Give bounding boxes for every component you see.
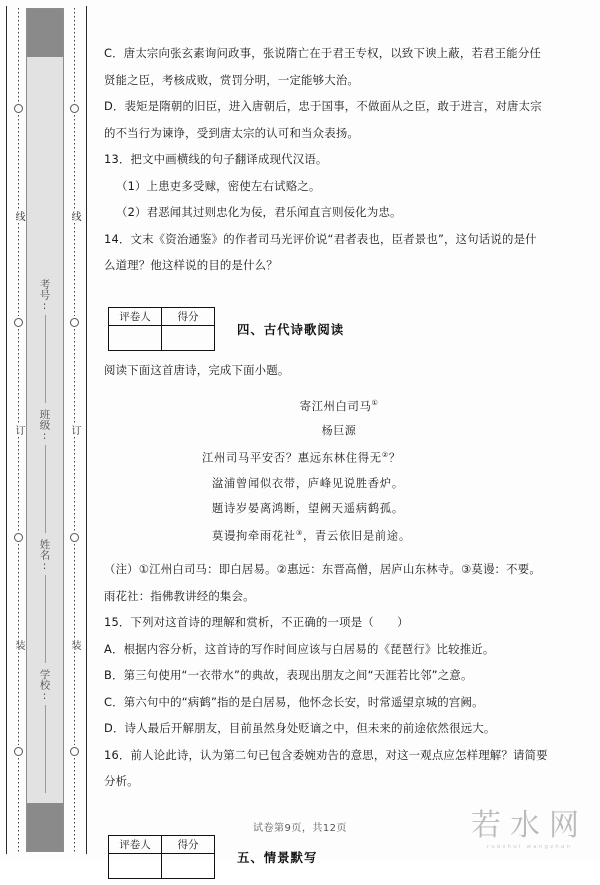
question-15-option-b: B．第三句使用“一衣带水”的典故，表现出朋友之间“天涯若比邻”之意。 — [104, 668, 473, 683]
section-4-title: 四、古代诗歌阅读 — [237, 321, 345, 337]
score-table — [108, 307, 215, 351]
score-table-score-cell[interactable] — [162, 853, 215, 878]
poem-line-4-tail: ，青云依旧是前途。 — [303, 529, 411, 543]
poem-title-note-marker: ① — [371, 399, 379, 407]
dot-circle — [14, 533, 23, 542]
binding-mark-ding: 订 — [13, 425, 24, 435]
dot-circle — [14, 747, 23, 756]
score-table-grader-cell[interactable] — [109, 325, 162, 350]
field-exam-number-label: 考号: — [38, 279, 51, 312]
dot-circle — [14, 104, 23, 113]
question-16-line1: 16．前人论此诗，认为第二句已包含委婉劝告的意思，对这一观点应怎样理解？请简要 — [104, 747, 548, 762]
question-13-sub-2: （2）君恶闻其过则忠化为佞，君乐闻直言则佞化为忠。 — [116, 205, 402, 219]
poem-line-1-tail: ？ — [388, 451, 401, 465]
sidebar-outer-rule — [6, 6, 7, 854]
dot-circle — [70, 318, 79, 327]
field-school-label: 学校: — [38, 669, 51, 702]
watermark-text: 若水网 — [471, 808, 588, 843]
binding-sidebar — [6, 6, 88, 854]
option-d-line2: 的不当行为谏诤，受到唐太宗的认可和当众表扬。 — [104, 125, 359, 140]
option-c-line2: 贤能之臣，考核成败，赏罚分明，一定能够大治。 — [104, 72, 359, 87]
poem-title — [104, 391, 574, 419]
dot-segment — [74, 544, 75, 638]
watermark — [471, 808, 588, 850]
spacer — [104, 383, 574, 391]
dot-segment — [74, 437, 75, 531]
dot-segment — [18, 329, 19, 423]
dot-circle — [70, 533, 79, 542]
poem-line-4 — [104, 521, 574, 549]
poem-line-4-text: 莫谩拘牵雨花社 — [212, 529, 296, 543]
section-5-title: 五、情景默写 — [237, 849, 318, 865]
score-table-grader-header: 评卷人 — [109, 307, 162, 325]
student-info-fields — [27, 61, 63, 799]
poem-line-2-text: 湓浦曾闻似衣带，庐峰见说胜香炉。 — [212, 476, 404, 490]
dot-segment — [18, 8, 19, 102]
option-c-line1: C．唐太宗向张玄素询问政事，张说隋亡在于君王专权，以致下谀上蔽，若君王能分任 — [104, 46, 542, 60]
poem-author: 杨巨源 — [321, 423, 357, 437]
question-14-line1: 14．文末《资治通鉴》的作者司马光评价说“君者表也，臣者景也”，这句话说的是什 — [104, 231, 537, 246]
score-table-score-cell[interactable] — [162, 325, 215, 350]
dot-segment — [18, 115, 19, 209]
question-14-line2: 么道理？他这样说的目的是什么？ — [104, 258, 278, 272]
poem-line-1 — [104, 443, 574, 471]
field-class-rule — [45, 445, 46, 533]
dot-segment — [74, 8, 75, 102]
spacer — [104, 279, 574, 297]
poem-line-2 — [104, 471, 574, 496]
score-table — [108, 835, 215, 879]
spacer — [104, 548, 574, 556]
dot-segment — [74, 329, 75, 423]
poem-line-1-note-marker: ② — [381, 450, 389, 459]
poem-notes-line2: 雨花社：指佛教讲经的集会。 — [104, 588, 255, 603]
exam-content — [104, 40, 574, 885]
question-15-option-a: A．根据内容分析，这首诗的写作时间应该与白居易的《琵琶行》比较推近。 — [104, 641, 495, 656]
dot-segment — [18, 437, 19, 531]
dotted-column-right — [68, 8, 80, 852]
binding-mark-xian: 线 — [13, 210, 24, 221]
score-table-score-header: 得分 — [162, 307, 215, 325]
question-15-option-d: D．诗人最后开解朋友，目前虽然身处贬谪之中，但未来的前途依然很远大。 — [104, 721, 496, 736]
dot-segment — [74, 115, 75, 209]
dot-segment — [18, 652, 19, 746]
binding-mark-zhuang: 装 — [13, 639, 24, 650]
watermark-subtext: ruoshui wangzhan — [486, 844, 573, 850]
page-footer: 试卷第9页，共12页 — [252, 823, 348, 834]
question-16-line2: 分析。 — [104, 774, 139, 789]
question-15: 15．下列对这首诗的理解和赏析，不正确的一项是（ ） — [104, 615, 409, 630]
dot-circle — [70, 747, 79, 756]
poem-line-1-text: 江州司马平安否？惠远东林住得无 — [202, 451, 382, 465]
binding-mark-ding-right: 订 — [69, 425, 80, 435]
dot-circle — [70, 104, 79, 113]
score-block-section-4 — [104, 307, 574, 351]
field-class-label: 班级: — [38, 409, 51, 442]
field-class[interactable] — [38, 409, 53, 533]
dot-segment — [18, 544, 19, 638]
option-d-line1: D．裴矩是隋朝的旧臣，进入唐朝后，忠于国事，不做面从之臣，敢于进言，对唐太宗 — [104, 99, 542, 113]
field-name[interactable] — [38, 539, 53, 663]
field-name-label: 姓名: — [38, 539, 51, 572]
poem-line-3-text: 题诗岁晏离鸿断，望阙天遥病鹤孤。 — [212, 501, 404, 515]
poem-line-4-note-marker: ③ — [295, 528, 303, 537]
field-exam-number-rule — [45, 315, 46, 403]
question-15-option-c: C．第六句中的“病鹤”指的是白居易，他怀念长安，时常遥望京城的宫阙。 — [104, 694, 484, 709]
dotted-column-left — [12, 8, 24, 852]
question-13: 13．把文中画横线的句子翻译成现代汉语。 — [104, 152, 328, 166]
dot-segment — [18, 758, 19, 852]
dot-segment — [74, 758, 75, 852]
poem-line-3 — [104, 496, 574, 521]
question-13-sub-1: （1）上患吏多受赇，密使左右试赂之。 — [116, 178, 321, 193]
score-table-score-header: 得分 — [162, 835, 215, 853]
field-school-rule — [45, 705, 46, 793]
score-table-grader-cell[interactable] — [109, 853, 162, 878]
dot-segment — [74, 652, 75, 746]
dot-circle — [14, 318, 23, 327]
field-exam-number[interactable] — [38, 279, 53, 403]
field-name-rule — [45, 575, 46, 663]
dot-segment — [18, 223, 19, 317]
sidebar-inner-rule — [86, 6, 87, 854]
student-info-band — [26, 8, 64, 852]
poem-notes-line1: （注）①江州白司马：即白居易。②惠远：东晋高僧，居庐山东林寺。③莫谩：不要。 — [104, 562, 541, 577]
score-table-grader-header: 评卷人 — [109, 835, 162, 853]
dot-segment — [74, 223, 75, 317]
field-school[interactable] — [38, 669, 53, 793]
band-cap-top — [27, 9, 63, 57]
binding-mark-xian-right: 线 — [69, 210, 80, 221]
binding-mark-zhuang-right: 装 — [69, 639, 80, 650]
section-4-intro: 阅读下面这首唐诗，完成下面小题。 — [104, 362, 290, 377]
poem-title-text: 寄江州白司马 — [299, 398, 372, 413]
